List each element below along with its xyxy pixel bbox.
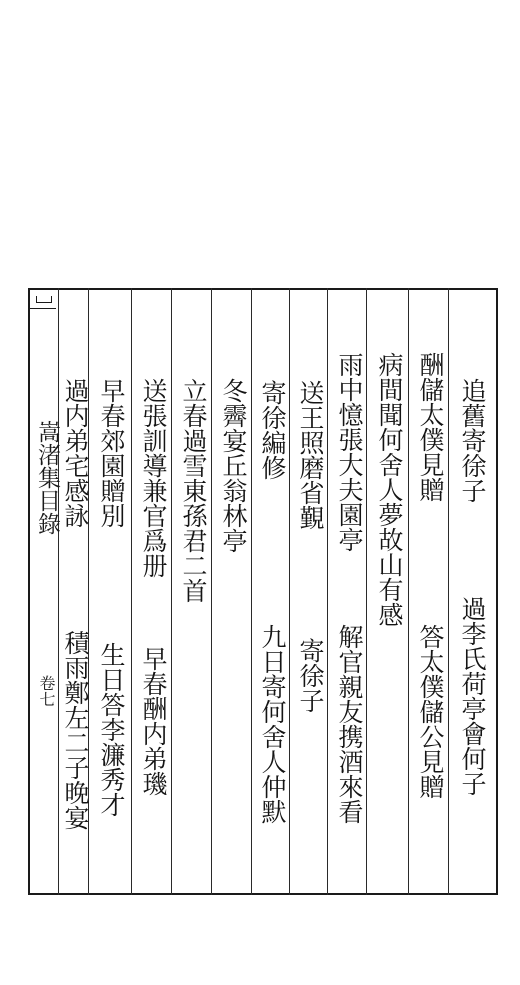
toc-entry: 過李氏荷亭會何子: [458, 596, 487, 796]
toc-entry: 追舊寄徐子: [458, 378, 487, 503]
toc-entry: 病間聞何舍人夢故山有感: [375, 352, 404, 627]
toc-entry: 立春過雪東孫君二首: [179, 378, 208, 603]
toc-entry: 送張訓導兼官爲册: [139, 378, 168, 578]
margin-volume-mark: 卷七: [37, 675, 56, 707]
column-rule: [448, 288, 449, 895]
toc-entry: 冬霽宴丘翁林亭: [219, 378, 248, 553]
toc-entry: 積雨鄭左二子晚宴: [61, 630, 90, 830]
column-rule: [131, 288, 132, 895]
margin-book-title: 嵩渚集目錄: [34, 420, 60, 535]
toc-entry: 答太僕儲公見贈: [416, 624, 445, 799]
fishtail-mark: [30, 290, 56, 309]
toc-entry: 早春酬内弟璣: [139, 646, 168, 796]
toc-entry: 生日答李濂秀才: [97, 642, 126, 817]
toc-entry: 解官親友携酒來看: [335, 624, 364, 824]
column-rule: [408, 288, 409, 895]
column-rule: [289, 288, 290, 895]
column-rule: [327, 288, 328, 895]
toc-entry: 九日寄何舍人仲默: [258, 624, 287, 824]
column-rule: [366, 288, 367, 895]
toc-entry: 送王照磨省覲: [296, 380, 325, 530]
toc-entry: 寄徐編修: [258, 380, 287, 480]
toc-entry: 過内弟宅感詠: [61, 378, 90, 528]
toc-entry: 酬儲太僕見贈: [416, 352, 445, 502]
toc-entry: 寄徐子: [296, 638, 325, 713]
toc-entry: 雨中憶張大夫園亭: [335, 352, 364, 552]
column-rule: [211, 288, 212, 895]
column-rule: [251, 288, 252, 895]
toc-entry: 早春郊園贈別: [97, 378, 126, 528]
column-rule: [171, 288, 172, 895]
